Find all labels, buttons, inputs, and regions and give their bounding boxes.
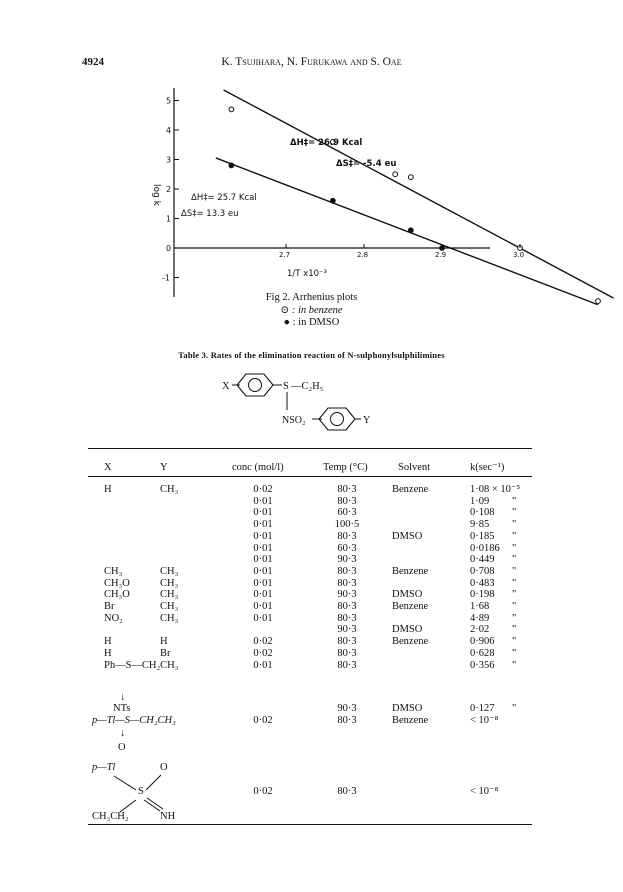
cell-conc: 0·01 xyxy=(253,565,273,577)
data-point-dmso xyxy=(330,198,335,203)
cell-conc: 0·02 xyxy=(253,636,273,648)
cell-temp: 90·3 xyxy=(337,554,357,566)
cell-conc: 0·01 xyxy=(253,542,273,554)
cell-ditto: " xyxy=(512,530,517,542)
cell-y: CH₃ xyxy=(160,484,179,495)
nts-label: NTs xyxy=(113,703,131,714)
table-bottom-rule xyxy=(88,824,532,825)
figure-caption-title: Fig 2. Arrhenius plots xyxy=(265,292,358,303)
plot-points xyxy=(229,107,600,304)
nts-k: 0·127 xyxy=(470,703,495,714)
cell-x: Ph—S—CH₂CH₃ xyxy=(104,659,179,671)
tolyl-ring-icon xyxy=(319,408,355,430)
cell-conc: 0·01 xyxy=(253,601,273,612)
sulfoximine-oxygen: O xyxy=(160,762,168,773)
cell-x: Br xyxy=(104,601,115,612)
table-top-rule xyxy=(88,448,532,449)
fit-line-dmso xyxy=(216,158,598,305)
cell-y: Br xyxy=(160,647,171,659)
x-tick-label: 2.7 xyxy=(279,251,291,259)
cell-ditto: " xyxy=(512,647,517,659)
cell-temp: 60·3 xyxy=(337,507,357,519)
cell-y: CH₃ xyxy=(160,612,179,624)
y-tick-label: 5 xyxy=(166,96,172,106)
data-point-benzene xyxy=(229,107,234,112)
x-tick-label: 2.9 xyxy=(435,251,447,259)
cell-k: 0·708 xyxy=(470,565,495,577)
cell-ditto: " xyxy=(512,589,517,601)
cell-temp: 80·3 xyxy=(337,612,357,624)
data-point-benzene xyxy=(393,172,398,177)
cell-conc: 0·02 xyxy=(253,647,273,659)
sulfoximine-bonds xyxy=(92,770,182,815)
y-tick-label: 0 xyxy=(166,244,172,253)
cell-k: 4·89 xyxy=(470,612,490,624)
sulfoximine-conc: 0·02 xyxy=(253,786,273,797)
cell-conc: 0·01 xyxy=(253,495,273,507)
data-point-dmso xyxy=(408,228,413,233)
running-head-authors: K. Tsujihara, N. Furukawa and S. Oae xyxy=(221,56,402,68)
cell-conc: 0·01 xyxy=(253,659,273,671)
fit-line-benzene xyxy=(224,90,614,298)
cell-k: 0·108 xyxy=(470,507,495,519)
col-header-solvent: Solvent xyxy=(398,462,431,473)
cell-ditto: " xyxy=(512,554,517,566)
cell-x: H xyxy=(104,484,112,495)
structure-ethyl: —C₂H₅ xyxy=(291,381,324,392)
cell-solvent: Benzene xyxy=(392,601,429,612)
sulfoxide-arrow: ↓ xyxy=(120,728,126,739)
structure-sulfur: S xyxy=(283,381,289,392)
y-tick-label: -1 xyxy=(162,273,170,283)
col-header-conc: conc (mol/l) xyxy=(232,462,284,473)
cell-conc: 0·02 xyxy=(253,484,273,495)
cell-ditto: " xyxy=(512,624,517,636)
nts-arrow: ↓ xyxy=(120,692,126,703)
plot-fit-lines xyxy=(216,90,614,305)
cell-conc: 0·01 xyxy=(253,507,273,519)
cell-ditto: " xyxy=(512,495,517,507)
cell-k: 0·449 xyxy=(470,554,495,566)
sulfoxide-solvent: Benzene xyxy=(392,715,429,726)
cell-temp: 80·3 xyxy=(337,565,357,577)
cell-y: CH₃ xyxy=(160,577,179,589)
cell-k: 1·08 × 10⁻⁵ xyxy=(470,484,521,495)
cell-temp: 80·3 xyxy=(337,647,357,659)
structure-x-label: X xyxy=(222,381,230,392)
col-header-x: X xyxy=(104,462,112,473)
structure-y-label: Y xyxy=(363,415,371,426)
cell-temp: 80·3 xyxy=(337,484,357,495)
y-tick-label: 1 xyxy=(166,214,172,224)
cell-temp: 90·3 xyxy=(337,624,357,636)
plot-ticks xyxy=(162,97,524,283)
cell-y: CH₃ xyxy=(160,565,179,577)
cell-x: H xyxy=(104,636,112,648)
cell-x: CH₃O xyxy=(104,589,130,601)
y-tick-label: 3 xyxy=(166,155,172,165)
table-title: Table 3. Rates of the elimination reaction of N-sulphonylsulphilimines xyxy=(178,350,445,360)
legend-benzene: ⊙ : in benzene xyxy=(280,305,343,316)
annotation-dmso-enthalpy: ΔH‡= 25.7 Kcal xyxy=(191,193,257,203)
table-header-rule xyxy=(88,476,532,477)
sulfoxide-k: < 10⁻⁸ xyxy=(470,715,499,726)
cell-ditto: " xyxy=(512,577,517,589)
cell-temp: 80·3 xyxy=(337,495,357,507)
cell-ditto: " xyxy=(512,601,517,612)
y-tick-label: 2 xyxy=(166,185,172,194)
cell-x: CH₃ xyxy=(104,565,123,577)
cell-solvent: DMSO xyxy=(392,530,423,542)
x-axis-label: 1/T x10⁻³ xyxy=(287,269,327,279)
cell-temp: 80·3 xyxy=(337,636,357,648)
y-tick-label: 4 xyxy=(166,126,172,135)
cell-temp: 80·3 xyxy=(337,577,357,589)
nts-temp: 90·3 xyxy=(337,703,357,714)
cell-conc: 0·01 xyxy=(253,554,273,566)
col-header-temp: Temp (°C) xyxy=(323,462,368,473)
data-point-dmso xyxy=(229,163,234,168)
cell-k: 0·483 xyxy=(470,577,495,589)
annotation-dmso-entropy: ΔS‡= 13.3 eu xyxy=(181,209,239,219)
data-point-benzene xyxy=(408,175,413,180)
sulfoximine-nh: NH xyxy=(160,811,176,822)
sulfoximine-temp: 80·3 xyxy=(337,786,357,797)
cell-temp: 60·3 xyxy=(337,542,357,554)
cell-solvent: Benzene xyxy=(392,565,429,577)
cell-x: NO₂ xyxy=(104,612,123,624)
cell-k: 0·198 xyxy=(470,589,495,601)
cell-temp: 90·3 xyxy=(337,589,357,601)
cell-solvent: DMSO xyxy=(392,624,423,636)
cell-solvent: Benzene xyxy=(392,636,429,648)
y-axis-label: log k xyxy=(151,184,161,206)
cell-conc: 0·01 xyxy=(253,612,273,624)
sulphilimine-structure xyxy=(220,368,420,440)
cell-x: H xyxy=(104,647,112,659)
annotation-benzene-entropy: ΔS‡= -5.4 eu xyxy=(336,159,397,169)
nts-ditto: " xyxy=(512,703,517,714)
cell-k: 0·628 xyxy=(470,647,495,659)
cell-ditto: " xyxy=(512,542,517,554)
sulfoximine-sulfur: S xyxy=(138,786,144,797)
cell-temp: 80·3 xyxy=(337,659,357,671)
sulfoxide-formula: p—Tl—S—CH₂CH₃ xyxy=(92,715,176,726)
cell-k: 2·02 xyxy=(470,624,490,636)
x-tick-label: 2.8 xyxy=(357,251,369,259)
cell-ditto: " xyxy=(512,507,517,519)
cell-k: 0·906 xyxy=(470,636,495,648)
cell-k: 1·09 xyxy=(470,495,490,507)
cell-solvent: Benzene xyxy=(392,484,429,495)
sulfoxide-oxygen: O xyxy=(118,742,126,753)
col-header-k: k(sec⁻¹) xyxy=(470,462,505,473)
benzene-ring-icon xyxy=(237,374,273,396)
cell-k: 0·356 xyxy=(470,659,495,671)
cell-ditto: " xyxy=(512,519,517,531)
sulfoximine-tl: p—Tl xyxy=(92,762,116,773)
cell-conc: 0·01 xyxy=(253,519,273,531)
cell-conc: 0·01 xyxy=(253,577,273,589)
arrhenius-plot xyxy=(150,82,525,302)
cell-ditto: " xyxy=(512,659,517,671)
cell-k: 0·185 xyxy=(470,530,495,542)
page-number: 4924 xyxy=(82,56,104,68)
cell-conc: 0·01 xyxy=(253,589,273,601)
structure-nso2: NSO₂ xyxy=(282,415,306,426)
cell-k: 0·0186 xyxy=(470,542,500,554)
cell-ditto: " xyxy=(512,565,517,577)
sulfoxide-temp: 80·3 xyxy=(337,715,357,726)
cell-temp: 80·3 xyxy=(337,601,357,612)
cell-y: H xyxy=(160,636,168,648)
nts-solvent: DMSO xyxy=(392,703,423,714)
cell-ditto: " xyxy=(512,636,517,648)
cell-ditto: " xyxy=(512,612,517,624)
cell-x: CH₃O xyxy=(104,577,130,589)
x-tick-label: 3.0 xyxy=(513,251,525,259)
cell-k: 1·68 xyxy=(470,601,490,612)
sulfoximine-ethyl: CH₃CH₂ xyxy=(92,811,129,822)
sulfoximine-k: < 10⁻⁸ xyxy=(470,786,499,797)
sulfoxide-conc: 0·02 xyxy=(253,715,273,726)
cell-k: 9·85 xyxy=(470,519,490,531)
annotation-benzene-enthalpy: ΔH‡= 26.9 Kcal xyxy=(290,138,363,148)
cell-solvent: DMSO xyxy=(392,589,423,601)
cell-conc: 0·01 xyxy=(253,530,273,542)
cell-temp: 80·3 xyxy=(337,530,357,542)
cell-temp: 100·5 xyxy=(334,519,360,531)
col-header-y: Y xyxy=(160,462,168,473)
cell-y: CH₃ xyxy=(160,589,179,601)
cell-y: CH₃ xyxy=(160,601,179,612)
legend-dmso: ● : in DMSO xyxy=(283,317,340,328)
